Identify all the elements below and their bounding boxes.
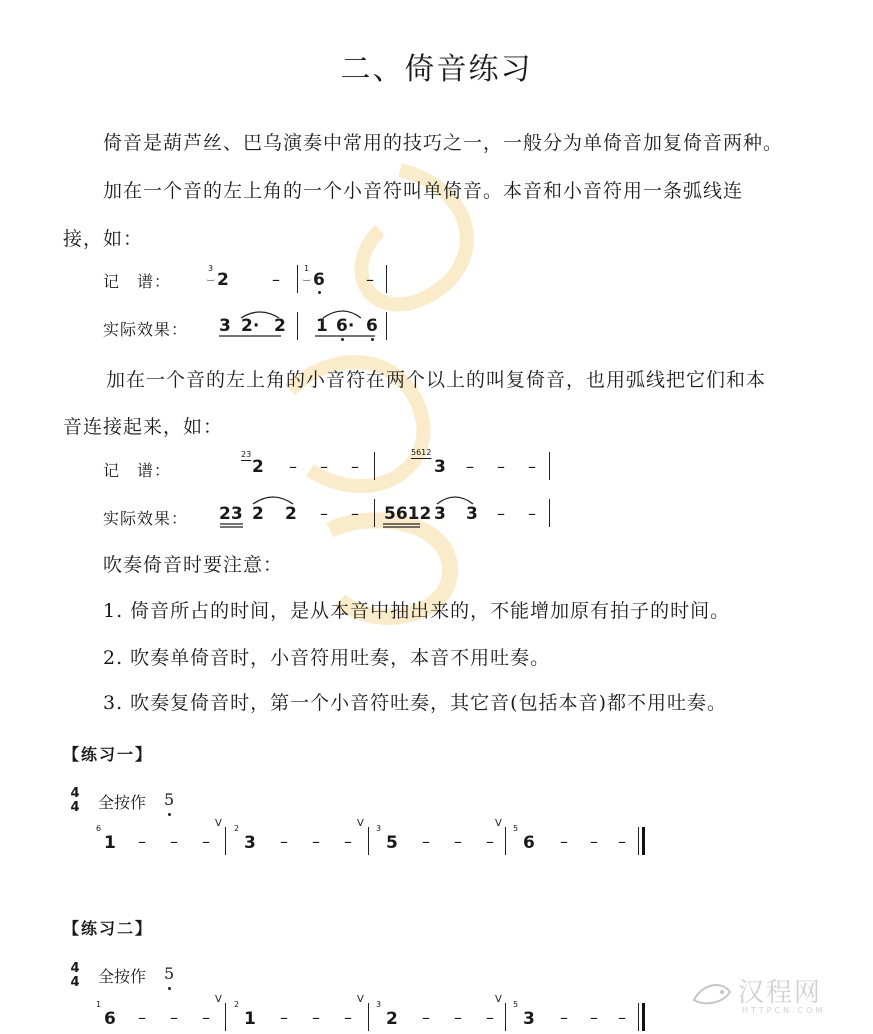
effect-note: 6·	[336, 316, 355, 336]
dash-note: –	[618, 1008, 626, 1027]
bar-line	[386, 265, 387, 293]
fingering-note: 5	[164, 964, 175, 983]
time-signature-top: 4	[70, 961, 80, 976]
main-note: 6	[313, 270, 325, 290]
dash-note: –	[138, 832, 146, 851]
bar-line	[225, 827, 226, 855]
dash-note: –	[466, 457, 474, 476]
grace-note: 1	[96, 1000, 102, 1009]
dash-note: –	[351, 504, 359, 523]
bar-line	[374, 499, 375, 527]
notation-label: 记 谱：	[103, 272, 172, 291]
bar-line	[225, 1003, 226, 1031]
dash-note: –	[497, 504, 505, 523]
effect-note: 3	[466, 504, 478, 524]
bar-line	[368, 1003, 369, 1031]
breath-mark: V	[495, 818, 502, 829]
main-note: 2	[386, 1009, 398, 1029]
low-octave-dot-icon	[168, 987, 171, 990]
effect-label: 实际效果：	[103, 320, 189, 339]
time-signature	[69, 787, 81, 815]
time-signature	[69, 962, 81, 990]
grace-note: 3	[208, 264, 214, 273]
dash-note: –	[202, 832, 210, 851]
effect-note: 23	[219, 504, 243, 524]
main-note: 2	[252, 457, 264, 477]
dash-note: –	[280, 832, 288, 851]
dash-note: –	[422, 1008, 430, 1027]
dash-note: –	[618, 832, 626, 851]
paragraph-intro: 倚音是葫芦丝、巴乌演奏中常用的技巧之一，一般分为单倚音加复倚音两种。	[103, 132, 784, 154]
dash-note: –	[528, 457, 536, 476]
breath-mark: V	[357, 818, 364, 829]
bar-line	[368, 827, 369, 855]
dash-note: –	[202, 1008, 210, 1027]
paragraph-single-grace: 加在一个音的左上角的一个小音符叫单倚音。本音和小音符用一条弧线连	[103, 180, 744, 202]
main-note: 6	[104, 1009, 116, 1029]
grace-note: 5	[513, 1000, 519, 1009]
grace-note: 3	[376, 1000, 382, 1009]
breath-mark: V	[215, 818, 222, 829]
grace-note: 1	[304, 264, 310, 273]
low-octave-dot-icon	[341, 338, 344, 341]
dash-note: –	[170, 832, 178, 851]
fingering-label: 全按作	[98, 967, 147, 986]
grace-note: 5612	[411, 448, 432, 457]
grace-note: 2	[234, 1000, 240, 1009]
time-signature-bottom: 4	[70, 975, 80, 990]
bar-line	[386, 312, 387, 340]
dash-note: –	[486, 832, 494, 851]
paragraph-compound-grace-cont: 音连接起来，如：	[63, 416, 224, 438]
dash-note: –	[138, 1008, 146, 1027]
dash-note: –	[560, 1008, 568, 1027]
effect-note: 1	[316, 316, 328, 336]
bar-line	[297, 265, 298, 293]
dash-note: –	[320, 504, 328, 523]
paragraph-compound-grace: 加在一个音的左上角的小音符在两个以上的叫复倚音，也用弧线把它们和本	[106, 369, 767, 391]
effect-note: 2	[285, 504, 297, 524]
watermark-brand: 汉程网	[738, 978, 823, 1008]
time-signature-top: 4	[70, 786, 80, 801]
low-octave-dot-icon	[318, 291, 321, 294]
note-item-2: 2. 吹奏单倚音时，小音符用吐奏，本音不用吐奏。	[103, 647, 551, 669]
fingering-note: 5	[164, 790, 175, 809]
grace-note: 6	[96, 824, 102, 833]
grace-tie-icon: ‿	[303, 272, 311, 282]
time-signature-bottom: 4	[70, 800, 80, 815]
main-note: 2	[217, 270, 229, 290]
bar-line	[505, 1003, 506, 1031]
dash-note: –	[351, 457, 359, 476]
bar-line	[549, 499, 550, 527]
grace-note: 23	[241, 450, 252, 459]
main-note: 1	[104, 833, 116, 853]
notation-label: 记 谱：	[103, 461, 172, 480]
effect-note: 5612	[384, 504, 432, 524]
final-bar-line	[638, 1003, 639, 1031]
bar-line	[505, 827, 506, 855]
bar-line	[374, 452, 375, 480]
low-octave-dot-icon	[371, 338, 374, 341]
dash-note: –	[560, 832, 568, 851]
dash-note: –	[320, 457, 328, 476]
dash-note: –	[454, 1008, 462, 1027]
effect-note: 3	[219, 316, 231, 336]
paragraph-single-grace-cont: 接，如：	[63, 228, 144, 250]
dash-note: –	[497, 457, 505, 476]
dash-note: –	[366, 270, 374, 289]
dash-note: –	[344, 1008, 352, 1027]
grace-note: 2	[234, 824, 240, 833]
effect-note: 3	[434, 504, 446, 524]
main-note: 1	[244, 1009, 256, 1029]
watermark-url: HTTPCN.COM	[742, 1006, 826, 1015]
low-octave-dot-icon	[168, 813, 171, 816]
grace-tie-icon: ‿	[207, 272, 215, 282]
final-bar-line-thick	[642, 1003, 645, 1031]
main-note: 3	[434, 457, 446, 477]
bar-line	[297, 312, 298, 340]
dash-note: –	[289, 457, 297, 476]
final-bar-line-thick	[642, 827, 645, 855]
paragraph-notes-heading: 吹奏倚音时要注意：	[103, 554, 284, 576]
dash-note: –	[312, 1008, 320, 1027]
effect-note: 2	[274, 316, 286, 336]
dash-note: –	[590, 832, 598, 851]
dash-note: –	[312, 832, 320, 851]
effect-label: 实际效果：	[103, 509, 189, 528]
final-bar-line	[638, 827, 639, 855]
dash-note: –	[272, 270, 280, 289]
effect-note: 2·	[241, 316, 260, 336]
exercise-heading: 【练习二】	[63, 919, 154, 938]
grace-note: 3	[376, 824, 382, 833]
background-watermark	[250, 150, 510, 670]
exercise-heading: 【练习一】	[63, 745, 154, 764]
breath-mark: V	[357, 994, 364, 1005]
grace-note: 5	[513, 824, 519, 833]
dash-note: –	[170, 1008, 178, 1027]
note-item-1: 1. 倚音所占的时间，是从本音中抽出来的，不能增加原有拍子的时间。	[103, 600, 731, 622]
dash-note: –	[486, 1008, 494, 1027]
watermark-logo	[688, 966, 868, 1026]
dash-note: –	[280, 1008, 288, 1027]
dash-note: –	[422, 832, 430, 851]
fingering-label: 全按作	[98, 793, 147, 812]
page-title: 二、倚音练习	[340, 52, 533, 87]
breath-mark: V	[495, 994, 502, 1005]
note-item-3: 3. 吹奏复倚音时，第一个小音符吐奏，其它音(包括本音)都不用吐奏。	[103, 692, 727, 714]
main-note: 6	[523, 833, 535, 853]
main-note: 3	[523, 1009, 535, 1029]
bar-line	[549, 452, 550, 480]
dash-note: –	[344, 832, 352, 851]
fish-logo-icon	[688, 970, 736, 1018]
main-note: 5	[386, 833, 398, 853]
dash-note: –	[454, 832, 462, 851]
dash-note: –	[590, 1008, 598, 1027]
dash-note: –	[528, 504, 536, 523]
effect-note: 6	[366, 316, 378, 336]
breath-mark: V	[215, 994, 222, 1005]
main-note: 3	[244, 833, 256, 853]
effect-note: 2	[252, 504, 264, 524]
